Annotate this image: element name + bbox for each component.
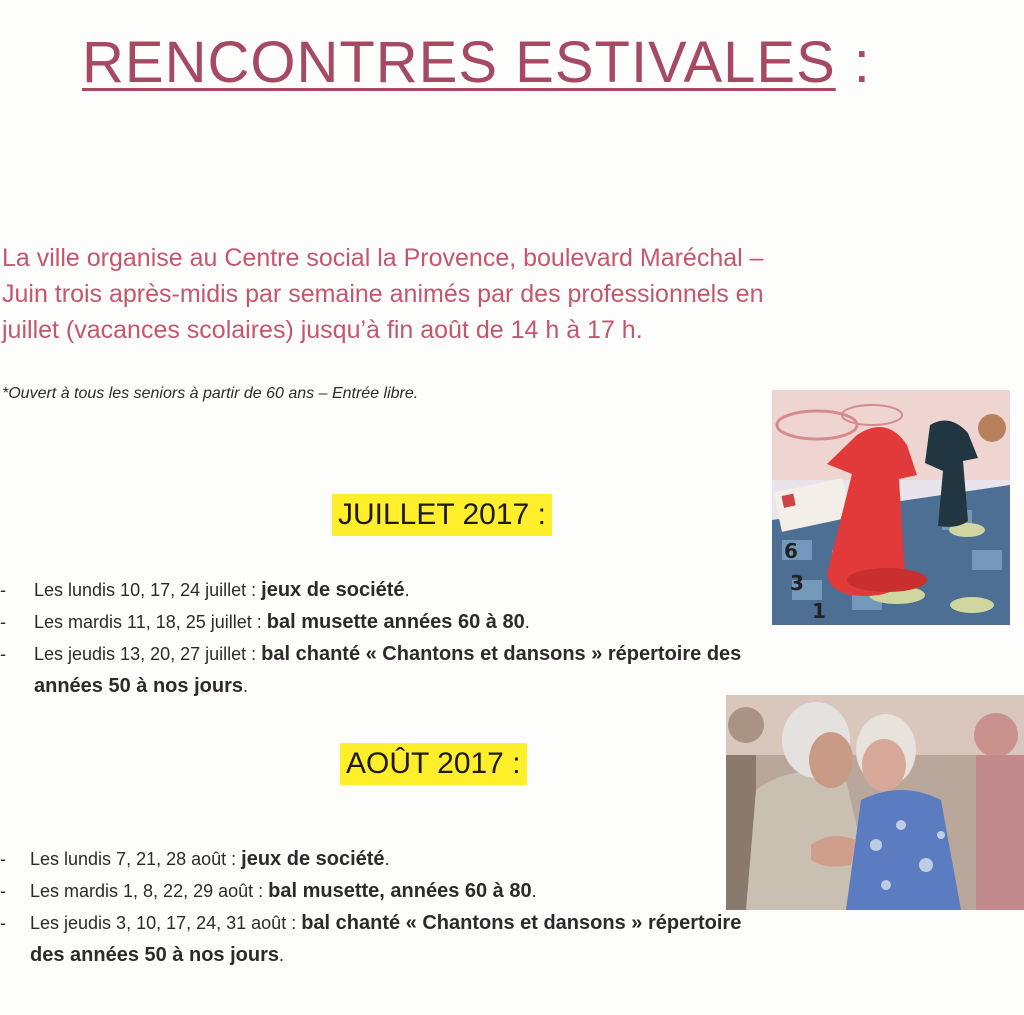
svg-text:6: 6 xyxy=(784,539,798,563)
schedule-activity: bal chanté « Chantons et dansons » répertoire des xyxy=(261,643,742,665)
schedule-end: . xyxy=(279,945,285,965)
schedule-days: Les jeudis 13, 20, 27 juillet : xyxy=(34,644,262,664)
list-item xyxy=(0,843,940,875)
schedule-activity: bal musette années 60 à 80 xyxy=(266,611,525,633)
list-item xyxy=(0,638,940,702)
schedule-days: Les lundis 10, 17, 24 juillet : xyxy=(34,580,262,600)
august-schedule xyxy=(0,843,940,971)
schedule-end: . xyxy=(384,849,390,869)
schedule-activity: bal musette, années 60 à 80 xyxy=(268,880,532,902)
eligibility-note: *Ouvert à tous les seniors à partir de 60 ans – Entrée libre. xyxy=(2,385,419,402)
schedule-activity: bal chanté « Chantons et dansons » répertoire xyxy=(301,912,742,934)
svg-text:3: 3 xyxy=(790,571,804,595)
list-bullet: - xyxy=(0,849,6,869)
july-heading: JUILLET 2017 : xyxy=(332,494,552,536)
schedule-activity: jeux de société xyxy=(241,848,385,870)
schedule-end: . xyxy=(242,676,248,696)
intro-line: Juin trois après-midis par semaine animés par des professionnels en xyxy=(2,280,764,308)
august-heading: AOÛT 2017 : xyxy=(340,743,527,785)
list-item xyxy=(0,606,940,638)
list-item xyxy=(0,875,940,907)
page-title xyxy=(82,28,871,98)
intro-paragraph xyxy=(2,240,962,348)
list-item xyxy=(0,574,940,606)
list-item xyxy=(0,907,940,971)
schedule-activity: jeux de société xyxy=(261,579,405,601)
schedule-days: Les mardis 11, 18, 25 juillet : xyxy=(34,612,267,632)
list-bullet: - xyxy=(0,881,6,901)
schedule-activity-continued: années 50 à nos jours xyxy=(34,675,243,697)
list-bullet: - xyxy=(0,644,6,664)
schedule-end: . xyxy=(524,612,530,632)
list-bullet: - xyxy=(0,913,6,933)
list-bullet: - xyxy=(0,612,6,632)
title-colon: : xyxy=(853,30,871,95)
intro-line: juillet (vacances scolaires) jusqu’à fin août de 14 h à 17 h. xyxy=(2,316,643,344)
svg-text:1: 1 xyxy=(812,599,826,623)
schedule-days: Les mardis 1, 8, 22, 29 août : xyxy=(30,881,269,901)
july-schedule xyxy=(0,574,940,702)
list-bullet: - xyxy=(0,580,6,600)
schedule-end: . xyxy=(531,881,537,901)
schedule-end: . xyxy=(404,580,410,600)
schedule-days: Les jeudis 3, 10, 17, 24, 31 août : xyxy=(30,913,302,933)
schedule-activity-continued: des années 50 à nos jours xyxy=(30,944,279,966)
title-text: RENCONTRES ESTIVALES xyxy=(82,30,836,95)
schedule-days: Les lundis 7, 21, 28 août : xyxy=(30,849,242,869)
intro-line: La ville organise au Centre social la Provence, boulevard Maréchal – xyxy=(2,244,764,272)
